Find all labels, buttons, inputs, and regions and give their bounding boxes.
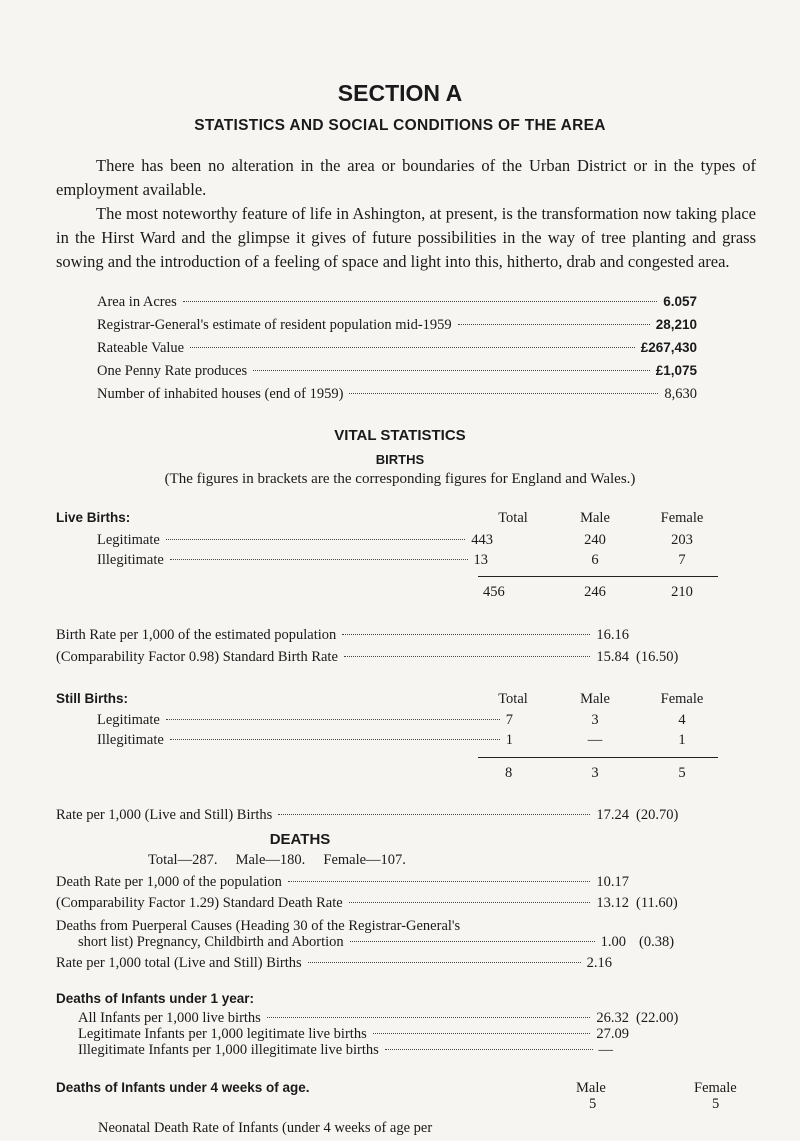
rate-total-births-row: Rate per 1,000 total (Live and Still) Births 2.16 <box>56 955 612 971</box>
neonatal-female-label: Female <box>694 1080 737 1096</box>
neonatal-male-value: 5 <box>589 1096 597 1112</box>
standard-death-rate-row: (Comparability Factor 1.29) Standard Death Rate 13.12 <box>56 895 629 911</box>
section-heading: SECTION A <box>337 80 463 106</box>
infants-heading: Deaths of Infants under 1 year: <box>56 991 255 1006</box>
col-female: Female <box>660 510 704 526</box>
deaths-summary: Total—287. Male—180. Female—107. <box>148 852 406 868</box>
col-total: Total <box>498 510 528 526</box>
live-births-heading: Live Births: <box>56 510 131 525</box>
legitimate-infants-row: Legitimate Infants per 1,000 legitimate live births 27.09 <box>78 1026 629 1042</box>
birth-rate-row: Birth Rate per 1,000 of the estimated population 16.16 <box>56 627 629 643</box>
col-male: Male <box>580 510 610 526</box>
houses-row: Number of inhabited houses (end of 1959) 8,630 <box>97 386 697 402</box>
puerperal-row: short list) Pregnancy, Childbirth and Abortion 1.00 <box>78 934 626 950</box>
live-total-female: 210 <box>671 584 693 600</box>
illegitimate-infants-row: Illegitimate Infants per 1,000 illegitimate live births — <box>78 1042 613 1058</box>
live-legitimate-row: Legitimate 443 <box>97 532 493 548</box>
standard-death-rate-ew: (11.60) <box>636 895 678 911</box>
still-total-female: 5 <box>678 765 686 781</box>
paragraph-1: There has been no alteration in the area or boundaries of the Urban District or in the types of employment available. <box>56 156 756 199</box>
still-col-female: Female <box>660 691 704 707</box>
neonatal-female-value: 5 <box>712 1096 720 1112</box>
still-legitimate-male: 3 <box>591 712 599 728</box>
deaths-title: DEATHS <box>269 831 331 848</box>
live-illegitimate-female: 7 <box>678 552 686 568</box>
still-rate-row: Rate per 1,000 (Live and Still) Births 17.24 <box>56 807 629 823</box>
brackets-note: (The figures in brackets are the corresponding figures for England and Wales.) <box>164 471 636 487</box>
penny-rate-row: One Penny Rate produces £1,075 <box>97 363 697 379</box>
still-total-male: 3 <box>591 765 599 781</box>
paragraph-2: The most noteworthy feature of life in Ashington, at present, is the transformation now taking place in the Hirst Ward and the glimpse it gives of future possibilities in the way of tree planting and grass sowing and the introduction of a feeling of space and light into this, hitherto, drab and congested area. <box>56 204 756 271</box>
population-row: Registrar-General's estimate of resident population mid-1959 28,210 <box>97 317 697 333</box>
still-births-rule <box>478 757 718 758</box>
live-illegitimate-row: Illegitimate 13 <box>97 552 488 568</box>
still-illegitimate-row: Illegitimate 1 <box>97 732 513 748</box>
live-illegitimate-male: 6 <box>591 552 599 568</box>
all-infants-ew: (22.00) <box>636 1010 679 1026</box>
rateable-value-row: Rateable Value £267,430 <box>97 340 697 356</box>
still-births-heading: Still Births: <box>56 691 129 706</box>
births-title: BIRTHS <box>375 452 425 467</box>
still-total: 8 <box>505 765 513 781</box>
still-illegitimate-male: — <box>587 732 603 748</box>
live-legitimate-female: 203 <box>671 532 693 548</box>
live-total: 456 <box>483 584 505 600</box>
live-births-rule <box>478 576 718 577</box>
live-total-male: 246 <box>584 584 606 600</box>
death-rate-row: Death Rate per 1,000 of the population 10.17 <box>56 874 629 890</box>
area-row: Area in Acres 6.057 <box>97 294 697 310</box>
still-rate-ew: (20.70) <box>636 807 679 823</box>
section-subtitle: STATISTICS AND SOCIAL CONDITIONS OF THE AREA <box>194 117 606 134</box>
puerperal-ew: (0.38) <box>639 934 675 950</box>
still-legitimate-row: Legitimate 7 <box>97 712 513 728</box>
puerperal-line-1: Deaths from Puerperal Causes (Heading 30 of the Registrar-General's <box>56 918 461 934</box>
still-col-total: Total <box>498 691 528 707</box>
neonatal-male-label: Male <box>576 1080 606 1096</box>
standard-birth-rate-row: (Comparability Factor 0.98) Standard Birth Rate 15.84 <box>56 649 629 665</box>
standard-birth-rate-ew: (16.50) <box>636 649 679 665</box>
still-illegitimate-female: 1 <box>678 732 686 748</box>
neonatal-heading: Deaths of Infants under 4 weeks of age. <box>56 1080 310 1095</box>
still-col-male: Male <box>580 691 610 707</box>
still-legitimate-female: 4 <box>678 712 686 728</box>
vital-statistics-title: VITAL STATISTICS <box>334 427 466 444</box>
all-infants-row: All Infants per 1,000 live births 26.32 <box>78 1010 629 1026</box>
neonatal-rate-line-1: Neonatal Death Rate of Infants (under 4 weeks of age per <box>98 1120 433 1136</box>
live-legitimate-male: 240 <box>584 532 606 548</box>
